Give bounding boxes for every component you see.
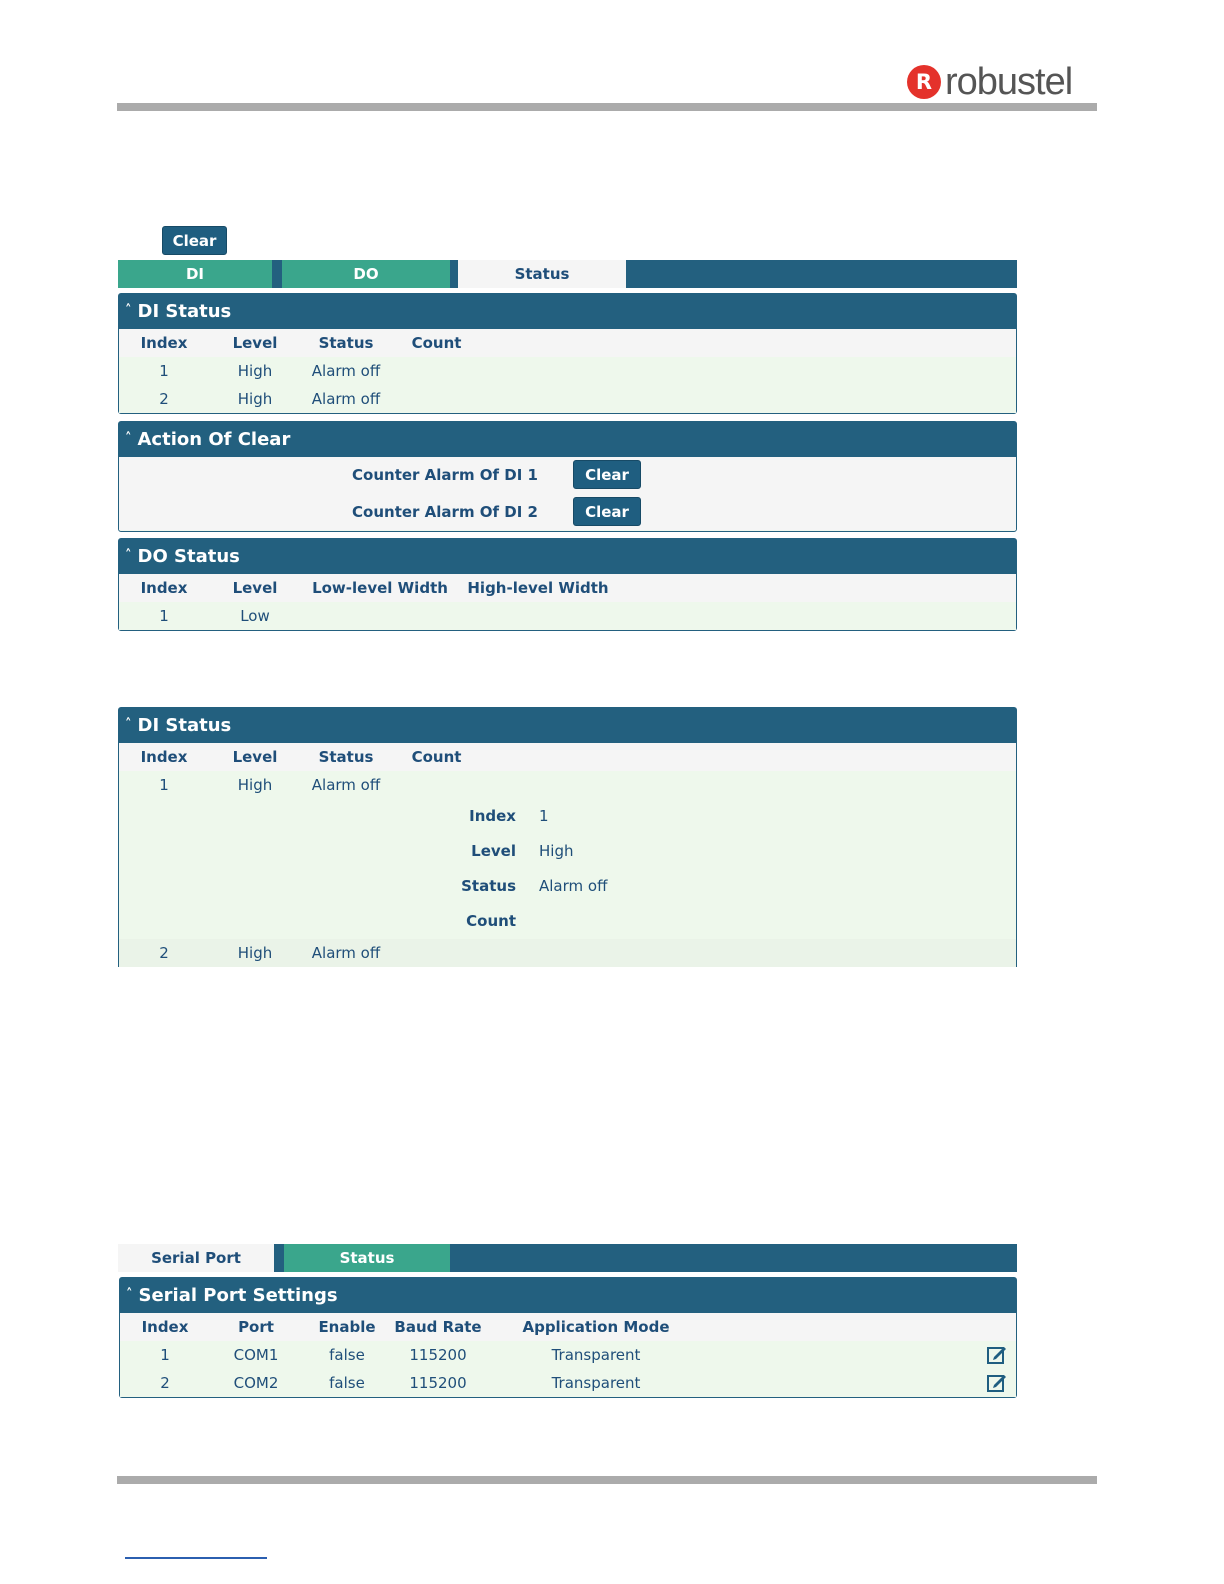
table-header-row	[119, 574, 1016, 602]
column-header: Index	[141, 1318, 189, 1336]
action-of-clear-body	[119, 457, 1016, 530]
high-width-cell	[463, 602, 613, 630]
panel-title: DI Status	[137, 715, 232, 736]
index-cell: 2	[159, 390, 169, 408]
column-header: Level	[232, 748, 278, 766]
status-cell: Alarm off	[311, 944, 381, 962]
count-cell	[404, 939, 469, 967]
chevron-up-icon: ˄	[125, 548, 132, 563]
index-cell: 1	[159, 362, 169, 380]
table-row[interactable]	[119, 939, 1016, 967]
serial-tab-bar	[118, 1244, 1017, 1272]
index-cell: 2	[160, 1374, 170, 1392]
serial-port-settings-header[interactable]	[120, 1278, 1016, 1313]
low-width-cell	[307, 602, 453, 630]
action-of-clear-header[interactable]	[119, 422, 1016, 457]
brand-logo	[907, 62, 1072, 102]
table-header-row	[120, 1313, 1016, 1341]
counter-alarm-di1-label: Counter Alarm Of DI 1	[352, 466, 538, 484]
robustel-logo-icon: R	[907, 65, 941, 99]
count-cell	[404, 385, 469, 413]
clear-di2-button[interactable]: Clear	[573, 497, 641, 526]
panel-title: DI Status	[137, 301, 232, 322]
detail-value: High	[539, 842, 574, 860]
column-header: Status	[318, 334, 374, 352]
detail-row-index	[119, 799, 1016, 834]
chevron-up-icon: ˄	[125, 431, 132, 446]
serial-port-settings-panel	[119, 1277, 1017, 1398]
edit-icon[interactable]	[986, 1344, 1008, 1366]
table-row[interactable]	[120, 1341, 1016, 1369]
brand-name: robustel	[945, 61, 1073, 103]
status-cell: Alarm off	[311, 362, 381, 380]
column-header: Status	[318, 748, 374, 766]
application-mode-cell: Transparent	[551, 1374, 641, 1392]
level-cell: High	[237, 390, 273, 408]
count-cell	[404, 357, 469, 385]
table-header-row	[119, 329, 1016, 357]
chevron-up-icon: ˄	[125, 303, 132, 318]
di-status-header[interactable]	[119, 294, 1016, 329]
di-status-panel	[118, 293, 1017, 414]
status-cell: Alarm off	[311, 776, 381, 794]
level-cell: High	[237, 776, 273, 794]
footer-link-underline	[125, 1557, 267, 1559]
do-status-header[interactable]	[119, 539, 1016, 574]
header-divider	[117, 103, 1097, 111]
table-row[interactable]	[119, 385, 1016, 413]
index-cell: 1	[159, 776, 169, 794]
detail-value: Alarm off	[539, 877, 608, 895]
table-row[interactable]	[119, 602, 1016, 630]
chevron-up-icon: ˄	[126, 1287, 133, 1302]
detail-label: Status	[461, 877, 516, 895]
column-header: Count	[411, 748, 462, 766]
tab-di[interactable]: DI	[118, 260, 272, 288]
column-header: Enable	[318, 1318, 376, 1336]
panel-title: Serial Port Settings	[138, 1285, 338, 1306]
io-tab-bar	[118, 260, 1017, 288]
table-row-expanded[interactable]	[119, 771, 1016, 799]
index-cell: 2	[159, 944, 169, 962]
port-cell: COM1	[233, 1346, 279, 1364]
count-cell	[404, 771, 469, 799]
detail-row-status	[119, 869, 1016, 904]
column-header: Index	[140, 334, 188, 352]
panel-title: DO Status	[137, 546, 240, 567]
column-header: Application Mode	[522, 1318, 670, 1336]
column-header: Level	[232, 579, 278, 597]
level-cell: Low	[240, 607, 270, 625]
column-header: Count	[411, 334, 462, 352]
tab-do[interactable]: DO	[282, 260, 450, 288]
column-header: High-level Width	[467, 579, 609, 597]
enable-cell: false	[329, 1346, 365, 1364]
detail-label: Level	[471, 842, 516, 860]
panel-title: Action Of Clear	[137, 429, 291, 450]
detail-label: Index	[469, 807, 516, 825]
enable-cell: false	[329, 1374, 365, 1392]
column-header: Level	[232, 334, 278, 352]
detail-row-level	[119, 834, 1016, 869]
tab-status[interactable]: Status	[458, 260, 626, 288]
table-row[interactable]	[119, 357, 1016, 385]
port-cell: COM2	[233, 1374, 279, 1392]
clear-di1-button[interactable]: Clear	[573, 460, 641, 489]
column-header: Index	[140, 748, 188, 766]
baud-rate-cell: 115200	[409, 1374, 467, 1392]
detail-row-count	[119, 904, 1016, 939]
action-of-clear-panel	[118, 421, 1017, 532]
chevron-up-icon: ˄	[125, 717, 132, 732]
column-header: Port	[238, 1318, 274, 1336]
index-cell: 1	[160, 1346, 170, 1364]
counter-alarm-di2-label: Counter Alarm Of DI 2	[352, 503, 538, 521]
do-status-panel	[118, 538, 1017, 631]
di-status-header[interactable]	[119, 708, 1016, 743]
table-row[interactable]	[120, 1369, 1016, 1397]
baud-rate-cell: 115200	[409, 1346, 467, 1364]
index-cell: 1	[159, 607, 169, 625]
column-header: Baud Rate	[394, 1318, 482, 1336]
detail-value: 1	[539, 807, 549, 825]
status-cell: Alarm off	[311, 390, 381, 408]
column-header: Index	[140, 579, 188, 597]
footer-divider	[117, 1476, 1097, 1484]
level-cell: High	[237, 362, 273, 380]
table-header-row	[119, 743, 1016, 771]
tab-serial-status[interactable]: Status	[284, 1244, 450, 1272]
clear-button[interactable]: Clear	[162, 226, 227, 255]
di-status-expanded-panel	[118, 707, 1017, 967]
detail-label: Count	[466, 912, 516, 930]
level-cell: High	[237, 944, 273, 962]
tab-serial-port[interactable]: Serial Port	[118, 1244, 274, 1272]
application-mode-cell: Transparent	[551, 1346, 641, 1364]
edit-icon[interactable]	[986, 1372, 1008, 1394]
column-header: Low-level Width	[312, 579, 448, 597]
